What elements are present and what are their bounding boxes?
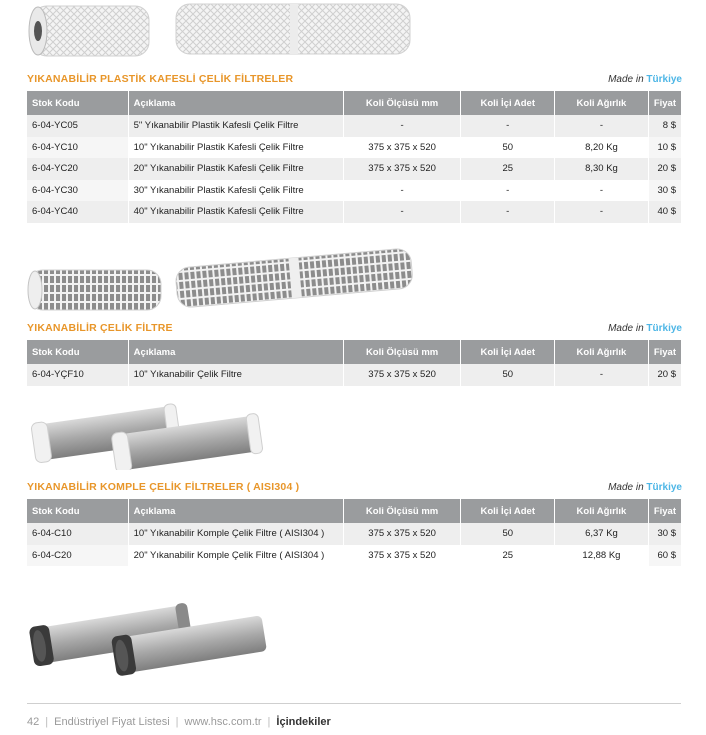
col-box-qty: Koli İçi Adet: [461, 499, 555, 523]
plastic-filter-image-long: [172, 0, 414, 60]
plastic-filter-image-small: [25, 0, 155, 62]
col-box-size: Koli Ölçüsü mm: [343, 340, 461, 364]
price-table-complete-steel: [27, 499, 681, 566]
made-in-label: Made in Türkiye: [608, 74, 682, 85]
col-price: Fiyat: [648, 91, 681, 115]
col-description: Açıklama: [128, 499, 343, 523]
table-row: 6-04-YC10 10" Yıkanabilir Plastik Kafesli Çelik Filtre 375 x 375 x 520 50 8,20 Kg 10 $: [27, 137, 681, 159]
price-list-link[interactable]: Endüstriyel Fiyat Listesi: [54, 716, 170, 728]
made-in-label: Made in Türkiye: [608, 482, 682, 493]
table-row: 6-04-C20 20" Yıkanabilir Komple Çelik Filtre ( AISI304 ) 375 x 375 x 520 25 12,88 Kg 60 $: [27, 545, 681, 567]
col-price: Fiyat: [648, 340, 681, 364]
price-table-steel: [27, 340, 681, 386]
col-stock-code: Stok Kodu: [27, 340, 128, 364]
section-title-steel: YIKANABİLİR ÇELİK FİLTRE: [27, 322, 173, 334]
col-description: Açıklama: [128, 340, 343, 364]
section-title-complete-steel: YIKANABİLİR KOMPLE ÇELİK FİLTRELER ( AISI304 ): [27, 481, 300, 493]
col-stock-code: Stok Kodu: [27, 499, 128, 523]
table-row: 6-04-C10 10" Yıkanabilir Komple Çelik Filtre ( AISI304 ) 375 x 375 x 520 50 6,37 Kg 30 $: [27, 523, 681, 545]
col-box-size: Koli Ölçüsü mm: [343, 91, 461, 115]
steel-filter-image-small: [25, 266, 165, 314]
price-table-plastic-cage: [27, 91, 681, 223]
table-row: 6-04-YÇF10 10" Yıkanabilir Çelik Filtre 375 x 375 x 520 50 - 20 $: [27, 364, 681, 386]
table-of-contents-link[interactable]: İçindekiler: [276, 716, 331, 728]
col-box-qty: Koli İçi Adet: [461, 91, 555, 115]
website-link[interactable]: www.hsc.com.tr: [184, 716, 262, 728]
footer: 42 | Endüstriyel Fiyat Listesi | www.hsc.com.tr | İçindekiler: [27, 716, 331, 728]
col-box-weight: Koli Ağırlık: [555, 91, 649, 115]
table-row: 6-04-YC40 40" Yıkanabilir Plastik Kafesli Çelik Filtre - - - 40 $: [27, 201, 681, 223]
col-box-weight: Koli Ağırlık: [555, 340, 649, 364]
col-description: Açıklama: [128, 91, 343, 115]
page-number: 42: [27, 716, 40, 728]
steel-filter-image-long: [172, 244, 416, 308]
col-price: Fiyat: [648, 499, 681, 523]
complete-steel-filter-image: [25, 398, 265, 470]
stainless-cartridge-image: [25, 596, 270, 676]
col-box-weight: Koli Ağırlık: [555, 499, 649, 523]
made-in-label: Made in Türkiye: [608, 323, 682, 334]
col-box-size: Koli Ölçüsü mm: [343, 499, 461, 523]
col-box-qty: Koli İçi Adet: [461, 340, 555, 364]
footer-divider: [27, 703, 681, 704]
table-row: 6-04-YC30 30" Yıkanabilir Plastik Kafesli Çelik Filtre - - - 30 $: [27, 180, 681, 202]
table-row: 6-04-YC20 20" Yıkanabilir Plastik Kafesli Çelik Filtre 375 x 375 x 520 25 8,30 Kg 20 $: [27, 158, 681, 180]
table-row: 6-04-YC05 5" Yıkanabilir Plastik Kafesli Çelik Filtre - - - 8 $: [27, 115, 681, 137]
col-stock-code: Stok Kodu: [27, 91, 128, 115]
section-title-plastic-cage: YIKANABİLİR PLASTİK KAFESLİ ÇELİK FİLTRELER: [27, 73, 294, 85]
